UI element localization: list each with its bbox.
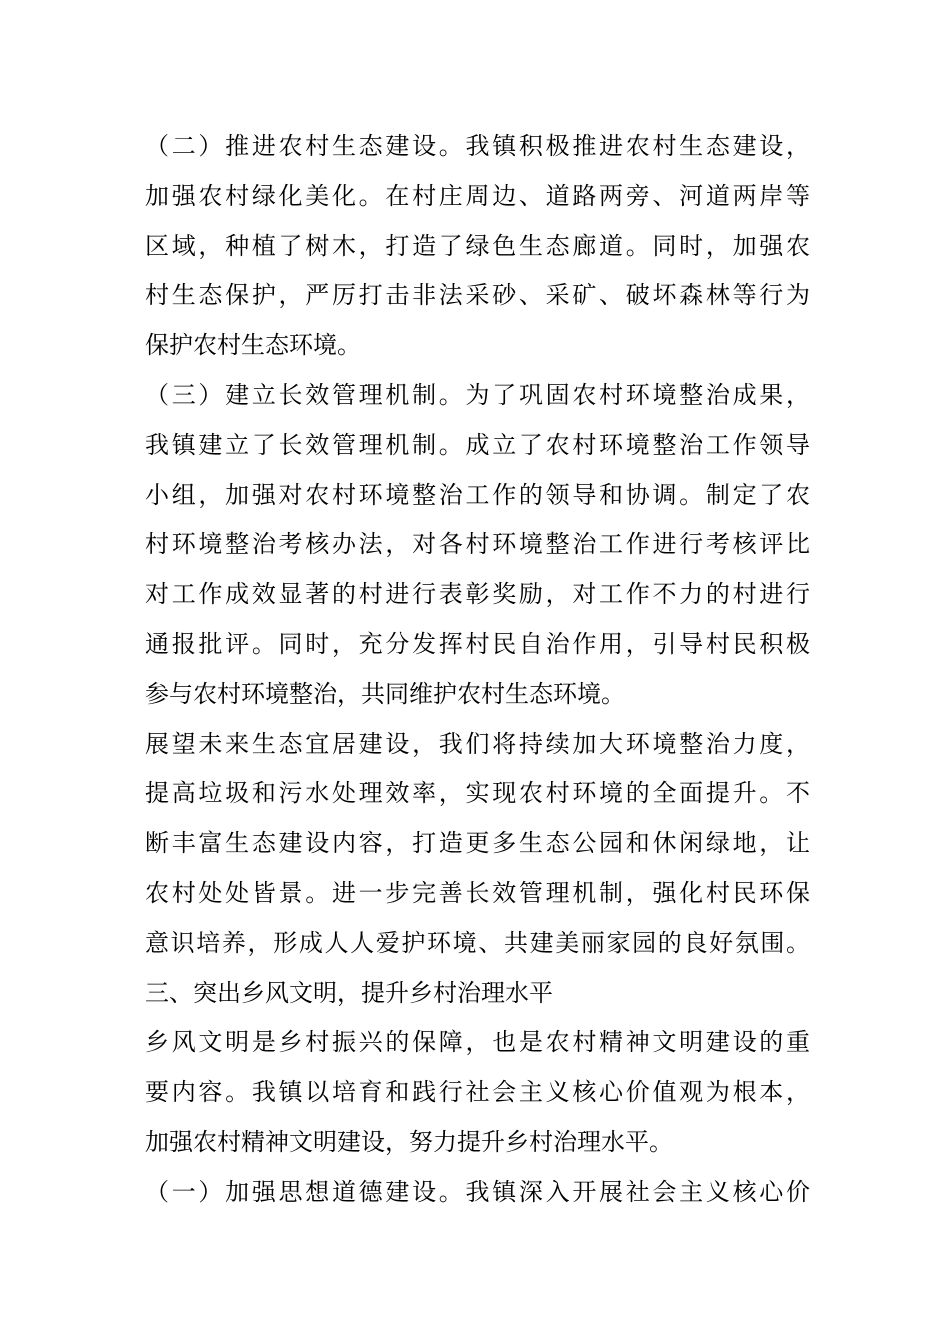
- text-line: 村生态保护，严厉打击非法采砂、采矿、破坏森林等行为: [145, 281, 810, 310]
- text-line: 展望未来生态宜居建设，我们将持续加大环境整治力度，: [145, 729, 810, 758]
- text-line: 小组，加强对农村环境整治工作的领导和协调。制定了农: [145, 480, 810, 509]
- text-line: （一）加强思想道德建设。我镇深入开展社会主义核心价: [145, 1177, 810, 1206]
- text-line: 对工作成效显著的村进行表彰奖励，对工作不力的村进行: [145, 580, 810, 609]
- text-line: 意识培养，形成人人爱护环境、共建美丽家园的良好氛围。: [145, 928, 810, 957]
- text-line: 保护农村生态环境。: [145, 331, 361, 360]
- section-heading: 三、突出乡风文明，提升乡村治理水平: [145, 978, 553, 1007]
- text-line: （三）建立长效管理机制。为了巩固农村环境整治成果，: [145, 380, 810, 409]
- text-line: 通报批评。同时，充分发挥村民自治作用，引导村民积极: [145, 629, 810, 658]
- text-line: 断丰富生态建设内容，打造更多生态公园和休闲绿地，让: [145, 829, 810, 858]
- text-line: 农村处处皆景。进一步完善长效管理机制，强化村民环保: [145, 878, 810, 907]
- text-line: 要内容。我镇以培育和践行社会主义核心价值观为根本，: [145, 1078, 810, 1107]
- text-line: 加强农村精神文明建设，努力提升乡村治理水平。: [145, 1127, 673, 1156]
- text-line: 加强农村绿化美化。在村庄周边、道路两旁、河道两岸等: [145, 181, 810, 210]
- text-line: 参与农村环境整治，共同维护农村生态环境。: [145, 679, 625, 708]
- text-line: （二）推进农村生态建设。我镇积极推进农村生态建设，: [145, 132, 810, 160]
- text-line: 区域，种植了树木，打造了绿色生态廊道。同时，加强农: [145, 231, 810, 260]
- text-line: 提高垃圾和污水处理效率，实现农村环境的全面提升。不: [145, 779, 810, 808]
- text-line: 乡风文明是乡村振兴的保障，也是农村精神文明建设的重: [145, 1028, 810, 1057]
- document-body: [145, 122, 810, 1218]
- text-line: 我镇建立了长效管理机制。成立了农村环境整治工作领导: [145, 430, 810, 459]
- text-line: 村环境整治考核办法，对各村环境整治工作进行考核评比: [145, 530, 810, 559]
